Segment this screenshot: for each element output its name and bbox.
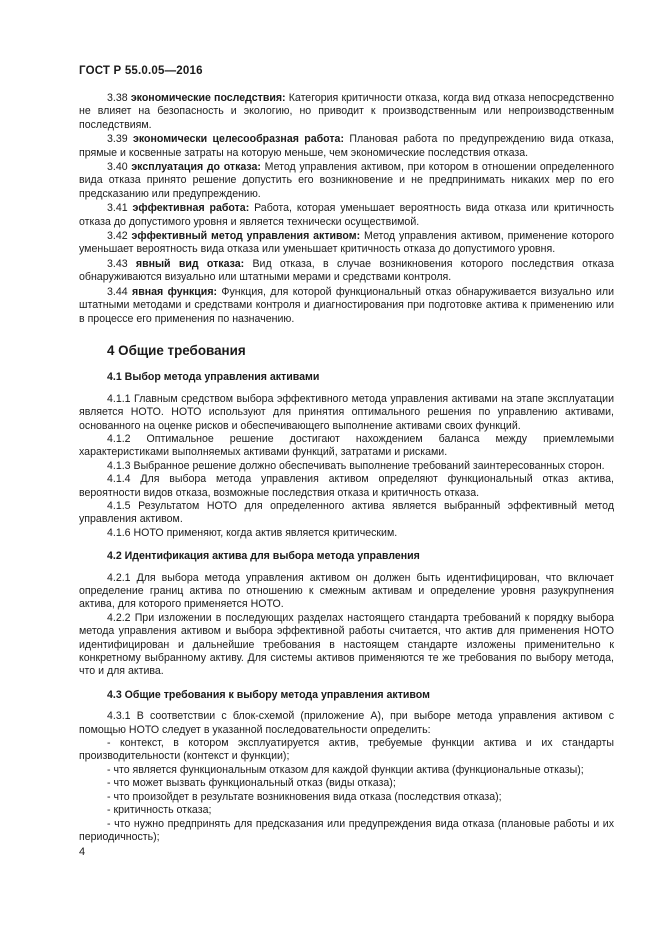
definition-term: экономически целесообразная работа:: [133, 133, 344, 146]
definition-term: эффективная работа:: [132, 202, 250, 215]
list-item: - что произойдет в результате возникновения вида отказа (последствия отказа);: [107, 790, 502, 803]
definition-text: Категория критичности отказа, когда вид отказа непосредственно не влияет на безопасность и экологию, но приводит к производственным или непроизводственным последствиям.: [79, 92, 614, 131]
definition-text: Работа, которая уменьшает вероятность вида отказа или критичность отказа до допустимого уровня и является технически осуществимой.: [79, 202, 614, 228]
list-item: - что является функциональным отказом для каждой функции актива (функциональные отказы);: [107, 763, 584, 776]
definition-number: 3.41: [107, 202, 128, 215]
definitions-list: [79, 92, 614, 326]
definition-3-40: [79, 161, 614, 201]
definition-term: экономические последствия:: [130, 92, 286, 104]
definition-text: Метод управления активом, применение которого уменьшает вероятность вида отказа или уменьшает критичность отказа до допустимого уровня.: [79, 230, 614, 256]
subsection-4-3-title: 4.3 Общие требования к выбору метода управления активом: [107, 688, 430, 701]
definition-3-44: [79, 286, 614, 326]
definition-number: 3.43: [107, 257, 128, 270]
paragraph-4-2-1: 4.2.1 Для выбора метода управления активом он должен быть идентифицирован, что включает определение границ актива по отношению к смежным активам и определение уровня разукрупнения актива, для которого применяется НОТО.: [79, 571, 614, 611]
definition-term: эффективный метод управления активом:: [131, 230, 361, 243]
section-4-title: 4 Общие требования: [107, 342, 246, 358]
paragraph-4-1-2: 4.1.2 Оптимальное решение достигают нахождением баланса между приемлемыми характеристиками выполняемых активами функций, затратами и рисками.: [79, 432, 614, 459]
list-item: - что нужно предпринять для предсказания или предупреждения вида отказа (плановые работы и их периодичность);: [79, 817, 614, 843]
paragraph-4-3-1: 4.3.1 В соответствии с блок-схемой (приложение А), при выборе метода управления активом с помощью НОТО следует в указанной последовательности определить:: [79, 710, 614, 736]
definition-number: 3.44: [107, 285, 128, 298]
paragraph-4-1-6: 4.1.6 НОТО применяют, когда актив является критическим.: [107, 526, 398, 539]
definition-term: эксплуатация до отказа:: [131, 161, 261, 174]
paragraph-4-1-1: 4.1.1 Главным средством выбора эффективного метода управления активами на этапе эксплуатации является НОТО. НОТО используют для принятия оптимального решения по управлению активами, основанного на оценке рисков и обеспечивающего выполнение активами своих функций.: [79, 392, 614, 432]
definition-term: явный вид отказа:: [135, 257, 245, 270]
definition-text: Функция, для которой функциональный отказ обнаруживается визуально или штатными методами и средствами контроля и диагностирования при подготовке актива к применению или в процессе его применения по назначению.: [79, 285, 614, 325]
definition-3-38: [79, 92, 614, 132]
list-item: - что может вызвать функциональный отказ (виды отказа);: [107, 777, 396, 790]
paragraph-4-1-3: 4.1.3 Выбранное решение должно обеспечивать выполнение требований заинтересованных сторон.: [107, 459, 605, 472]
subsection-4-1-title: 4.1 Выбор метода управления активами: [107, 371, 320, 384]
definition-number: 3.42: [107, 230, 128, 243]
paragraph-4-1-5: 4.1.5 Результатом НОТО для определенного актива является выбранный эффективный метод управления активом.: [79, 499, 614, 526]
definition-text: Вид отказа, в случае возникновения которого последствия отказа обнаруживаются визуально или штатными мерами и средствами контроля.: [79, 257, 614, 284]
definition-text: Метод управления активом, при котором в отношении определенного вида отказа принято решение допустить его возникновение и не предпринимать никаких мер по его предсказанию или предупреждению.: [79, 161, 614, 200]
document-body: [79, 91, 614, 844]
subsection-4-2-title: 4.2 Идентификация актива для выбора метода управления: [107, 550, 420, 563]
paragraph-4-2-2: 4.2.2 При изложении в последующих разделах настоящего стандарта требований к порядку выбора метода управления активом и выбора эффективной работы считается, что актив для применения НОТО идентифицирован и дальнейшие требования в настоящем стандарте изложены применительно к конкретному выбранному активу. Для системы активов применяются те же требования по выбору метода, что и для актива.: [79, 611, 614, 678]
list-item: - критичность отказа;: [107, 804, 212, 817]
definition-3-41: [79, 202, 614, 229]
definition-term: явная функция:: [132, 285, 218, 298]
definition-3-39: [79, 133, 614, 160]
standard-header: ГОСТ Р 55.0.05—2016: [79, 65, 203, 77]
definition-3-43: [79, 258, 614, 285]
definition-3-42: [79, 230, 614, 257]
definition-text: Плановая работа по предупреждению вида отказа, прямые и косвенные затраты на которую меньше, чем экономические последствия отказа.: [79, 133, 614, 159]
paragraph-4-1-4: 4.1.4 Для выбора метода управления активом определяют функциональный отказ актива, вероятности видов отказа, возможные последствия отказа и критичность отказа.: [79, 473, 614, 499]
page-number: 4: [79, 846, 86, 858]
list-item: - контекст, в котором эксплуатируется актив, требуемые функции актива и их стандарты производительности (контекст и функции);: [79, 737, 614, 763]
definition-number: 3.40: [107, 161, 128, 174]
definition-number: 3.39: [107, 133, 128, 146]
definition-number: 3.38: [107, 92, 128, 104]
